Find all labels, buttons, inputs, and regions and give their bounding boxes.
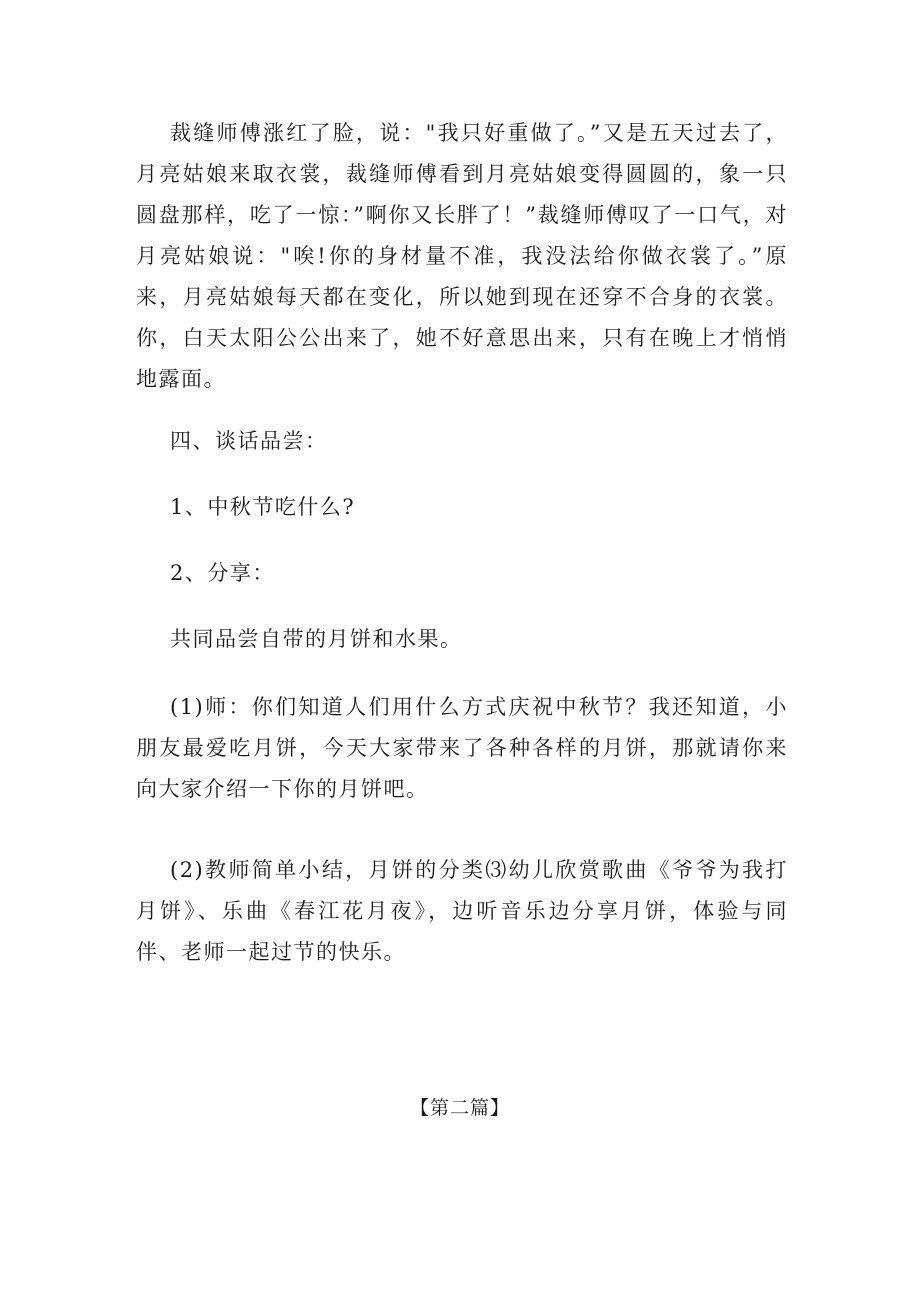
section-title-tasting: 四、谈话品尝： — [170, 429, 328, 453]
list-item-question: 1、中秋节吃什么? — [170, 495, 356, 519]
tasting-paragraph: 共同品尝自带的月饼和水果。 — [170, 627, 463, 651]
summary-paragraph: (2)教师简单小结，月饼的分类⑶幼儿欣赏歌曲《爷爷为我打月饼》、乐曲《春江花月夜》，边听音乐边分享月饼，体验与同伴、老师一起过节的快乐。 — [136, 858, 788, 964]
teacher-question-paragraph: (1)师：你们知道人们用什么方式庆祝中秋节？我还知道，小朋友最爱吃月饼，今天大家带来了各种各样的月饼，那就请你来向大家介绍一下你的月饼吧。 — [136, 695, 788, 801]
story-paragraph: 裁缝师傅涨红了脸，说："我只好重做了。”又是五天过去了，月亮姑娘来取衣裳，裁缝师傅看到月亮姑娘变得圆圆的，象一只圆盘那样，吃了一惊：”啊你又长胖了！”裁缝师傅叹了一口气，对月亮姑娘说："唉!你的身材量不准，我没法给你做衣裳了。”原来，月亮姑娘每天都在变化，所以她到现在还穿不合身的衣裳。你，白天太阳公公出来了，她不好意思出来，只有在晚上才悄悄地露面。 — [136, 121, 788, 391]
list-item-share: 2、分享： — [170, 561, 275, 585]
section-heading: 【第二篇】 — [409, 1097, 510, 1119]
